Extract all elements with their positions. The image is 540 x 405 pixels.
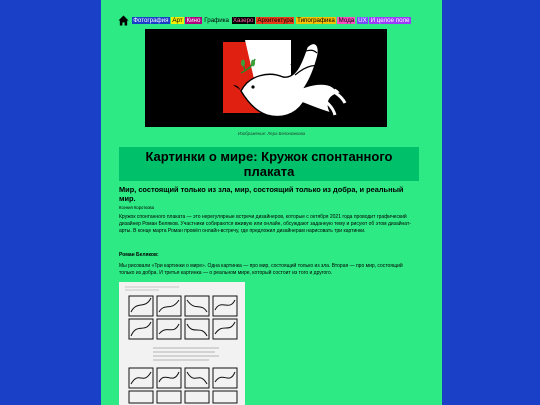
- nav-item-cinema[interactable]: Кино: [186, 16, 201, 24]
- page-column: [101, 0, 442, 405]
- nav-item-architecture[interactable]: Архитектура: [257, 16, 294, 24]
- nav-item-photography[interactable]: Фотография: [133, 16, 169, 24]
- image-caption: Изображение: Лера Белоножкова: [237, 131, 306, 136]
- article-paragraph-1: Кружок спонтанного плаката — это нерегулярные встречи дизайнеров, которые с октября 2021 года проводит графический дизайнер Роман Беляков. Участники собираются вживую или онлайн, обсуждают заданную тему и рисуют об этом дизайнат-арты. В конце марта Роман провёл онлайн-встречу, где предложил дизайнерам нарисовать три картинки.: [119, 214, 411, 234]
- nav-item-typography[interactable]: Типографика: [297, 16, 335, 24]
- article-paragraph-2: Мы рисовали «Три картинки о мире». Одна картинка — про мир, состоящий только из зла. Вторая — про мир, состоящий только из добра. И третья картинка — о реальном мире, который состоит из того и другого.: [119, 263, 403, 276]
- nav-item-ux[interactable]: UX: [358, 16, 367, 24]
- nav-item-art[interactable]: Арт: [172, 16, 183, 24]
- quote-author-label: Роман Беляков:: [119, 252, 159, 258]
- home-icon[interactable]: [118, 15, 129, 26]
- dove-eye: [251, 85, 254, 88]
- nav-item-whole-field[interactable]: И целое поле: [370, 16, 410, 24]
- top-nav: [118, 14, 412, 26]
- page-title: Картинки о мире: Кружок спонтанного плаката: [145, 149, 393, 179]
- nav-item-graphics[interactable]: Графика: [204, 16, 229, 24]
- nav-item-fashion[interactable]: Мода: [338, 16, 355, 24]
- hero-image: [145, 29, 387, 127]
- article-author[interactable]: Ксения Короткова: [119, 205, 154, 210]
- dove-illustration: [145, 29, 387, 127]
- sketch-sheet-image: [119, 282, 245, 405]
- article-subtitle: Мир, состоящий только из зла, мир, состоящий только из добра, и реальный мир.: [119, 185, 404, 203]
- title-box: [119, 147, 419, 181]
- nav-item-hazero[interactable]: Хазеро: [232, 16, 254, 24]
